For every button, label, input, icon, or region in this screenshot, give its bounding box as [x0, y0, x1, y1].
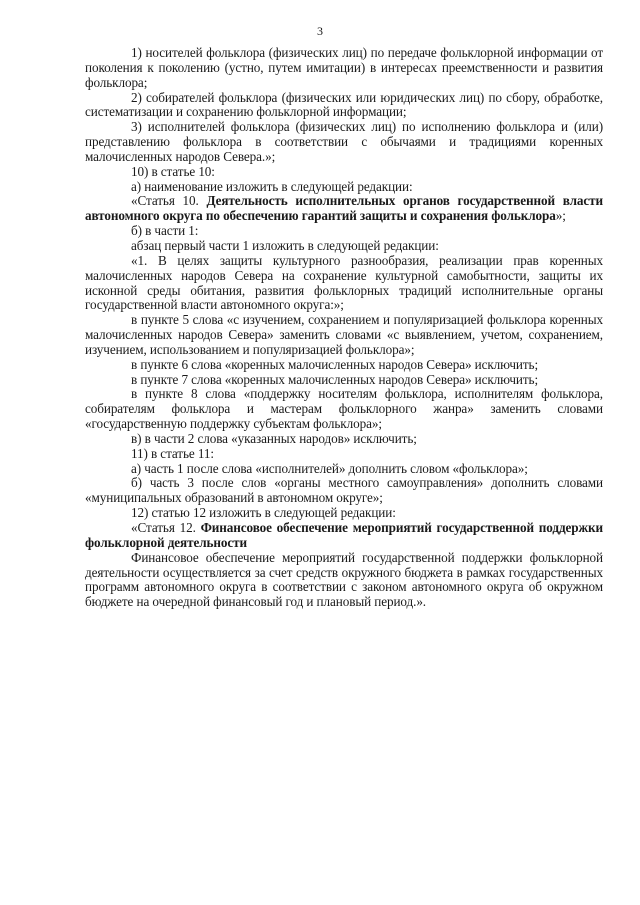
paragraph: 11) в статье 11: [131, 445, 214, 461]
article-label: «Статья 12. [131, 520, 201, 535]
paragraph: в пункте 5 слова «с изучением, сохранением и популяризацией фольклора коренных малочисленных народов Севера» заменить словами «с выявлением, учетом, сохранением, изучением, использованием и популяризацией фольклора»; [85, 312, 603, 357]
article-10-heading [85, 194, 603, 224]
paragraph: 2) собирателей фольклора (физических или юридических лиц) по сбору, обработке, систематизации и сохранению фольклорной информации; [85, 89, 603, 120]
article-title: Деятельность исполнительных органов государственной власти автономного округа по обеспечению гарантий защиты и сохранения фольклора [85, 193, 604, 224]
article-12-heading [85, 521, 603, 551]
paragraph: в пункте 8 слова «поддержку носителям фольклора, исполнителям фольклора, собирателям фольклора и мастерам фольклорного жанра» заменить словами «государственную поддержку субъектам фольклора»; [85, 386, 603, 432]
document-body [85, 46, 603, 610]
paragraph: 3) исполнителей фольклора (физических лиц) по исполнению фольклора и (или) представлению фольклора в соответствии с обычаями и традициями коренных малочисленных народов Севера.»; [85, 119, 603, 164]
paragraph: абзац первый части 1 изложить в следующей редакции: [131, 237, 439, 253]
article-label: «Статья 10. [131, 193, 207, 209]
paragraph: 12) статью 12 изложить в следующей редакции: [131, 505, 396, 521]
page-number: 3 [317, 24, 323, 38]
paragraph: 10) в статье 10: [131, 163, 215, 179]
paragraph: Финансовое обеспечение мероприятий государственной поддержки фольклорной деятельности осуществляется за счет средств окружного бюджета в рамках государственных программ автономного округа в соответствии с законом автономного округа об окружном бюджете на очередной финансовый год и плановый период.». [85, 549, 603, 610]
article-title: Финансовое обеспечение мероприятий государственной поддержки фольклорной деятельности [85, 520, 604, 550]
paragraph: в пункте 7 слова «коренных малочисленных народов Севера» исключить; [131, 371, 539, 387]
paragraph: «1. В целях защиты культурного разнообразия, реализации прав коренных малочисленных народов Севера на сохранение культурной самобытности, защиты их исконной среды обитания, развития фольклорных традиций исполнительные органы государственной власти автономного округа:»; [85, 252, 603, 313]
paragraph: а) часть 1 после слова «исполнителей» дополнить словом «фольклора»; [131, 460, 528, 476]
closing-quote: »; [555, 208, 566, 224]
paragraph: в) в части 2 слова «указанных народов» исключить; [131, 430, 417, 446]
paragraph: б) в части 1: [131, 223, 199, 239]
paragraph: а) наименование изложить в следующей редакции: [131, 178, 413, 194]
paragraph: в пункте 6 слова «коренных малочисленных народов Севера» исключить; [131, 356, 539, 372]
paragraph: б) часть 3 после слов «органы местного самоуправления» дополнить словами «муниципальных образований в автономном округе»; [85, 475, 603, 506]
paragraph: 1) носителей фольклора (физических лиц) по передаче фольклорной информации от поколения к поколению (устно, путем имитации) в интересах преемственности и развития фольклора; [85, 45, 603, 90]
